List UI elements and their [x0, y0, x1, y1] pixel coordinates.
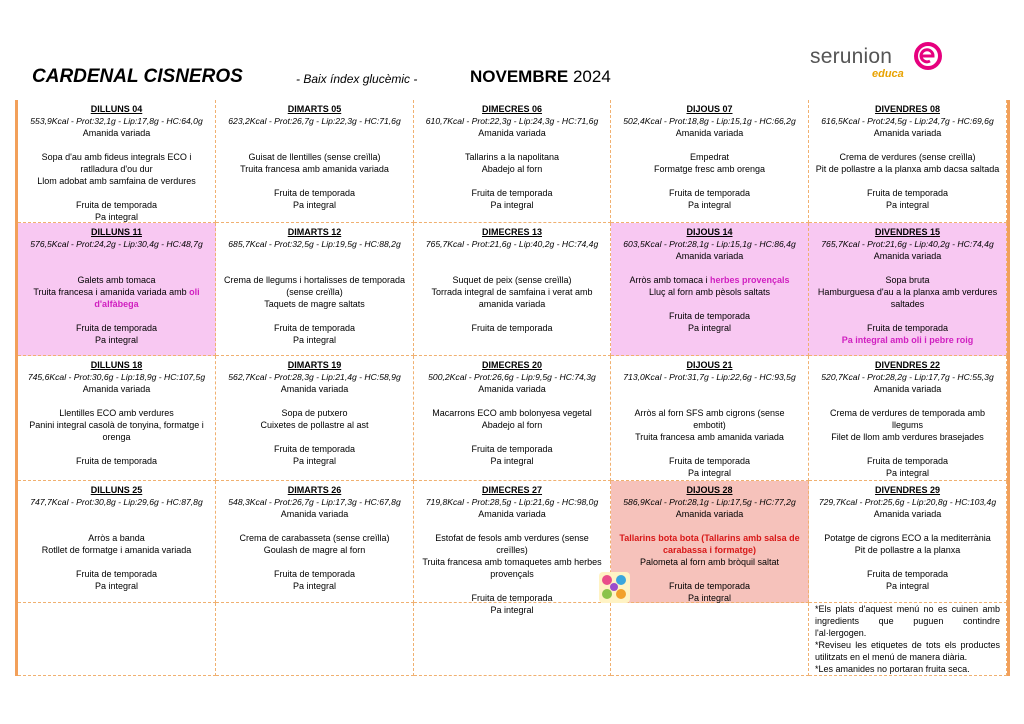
second-course: Truita francesa amb amanida variada — [635, 432, 784, 442]
day-label: DIMARTS 05 — [287, 104, 342, 114]
second-course: Truita francesa amb tomaquetes amb herbes provençals — [422, 557, 602, 579]
nutrition-info: 745,6Kcal - Prot:30,6g - Lip:18,9g - HC:107,5g — [27, 372, 206, 382]
bread-line: Pa integral — [490, 200, 534, 210]
bread-line: Pa integral — [292, 581, 337, 591]
highlighted-ingredient: herbes provençals — [709, 275, 790, 285]
dessert-line: Fruita de temporada — [75, 456, 158, 466]
first-course: Suquet de peix (sense creïlla) — [452, 275, 572, 285]
bread-line: Pa integral — [94, 581, 139, 591]
note-line: *Els plats d'aquest menú no es cuinen amb ingredients que puguen contindre l'al·lergogen. — [815, 604, 1000, 638]
first-course: Crema de verdures (sense creïlla) — [839, 152, 976, 162]
nutrition-info: 623,2Kcal - Prot:26,7g - Lip:22,3g - HC:71,6g — [228, 116, 401, 126]
day-cell — [611, 356, 809, 481]
day-cell — [414, 100, 611, 223]
dessert-line: Fruita de temporada — [668, 188, 751, 198]
first-course: Macarrons ECO amb bolonyesa vegetal — [432, 408, 592, 418]
dessert-line: Fruita de temporada — [471, 323, 553, 333]
first-course: Guisat de llentilles (sense creïlla) — [248, 152, 381, 162]
second-course: Abadejo al forn — [481, 164, 543, 174]
first-course-text: Arròs amb tomaca i — [629, 275, 710, 285]
highlighted-ingredient: oli d'alfàbega — [94, 287, 200, 309]
second-course: Taquets de magre saltats — [264, 299, 365, 309]
first-course: Sopa de putxero — [281, 408, 348, 418]
first-course-highlighted: Tallarins bota bota (Tallarins amb salsa de carabassa i formatge) — [619, 533, 800, 555]
day-label: DIVENDRES 15 — [874, 227, 941, 237]
nutrition-info: 765,7Kcal - Prot:21,6g - Lip:40,2g - HC:74,4g — [821, 239, 994, 249]
day-label: DIVENDRES 29 — [874, 485, 941, 495]
dessert-line: Fruita de temporada — [273, 188, 356, 198]
first-course: Empedrat — [689, 152, 730, 162]
day-label: DIMECRES 13 — [481, 227, 543, 237]
salad-line: Amanida variada — [280, 509, 349, 519]
first-course: Sopa bruta — [885, 275, 930, 285]
bread-line: Pa integral — [687, 323, 732, 333]
day-cell — [216, 356, 414, 481]
dessert-line: Fruita de temporada — [866, 323, 949, 333]
day-label: DIMARTS 26 — [287, 485, 342, 495]
serunion-e-logo-icon — [914, 42, 942, 70]
nutrition-info: 685,7Kcal - Prot:32,5g - Lip:19,5g - HC:88,2g — [228, 239, 401, 249]
second-course-text: Truita francesa i amanida variada amb — [33, 287, 190, 297]
dessert-line: Fruita de temporada — [75, 200, 158, 210]
nutrition-info: 553,9Kcal - Prot:32,1g - Lip:17,8g - HC:64,0g — [30, 116, 203, 126]
second-course: Pit de pollastre a la planxa amb dacsa saltada — [815, 164, 1000, 174]
second-course: Filet de llom amb verdures brasejades — [831, 432, 984, 442]
second-course: Palometa al forn amb bròquil saltat — [639, 557, 780, 567]
dessert-line: Fruita de temporada — [471, 593, 553, 603]
bread-line: Pa integral — [292, 335, 337, 345]
day-cell — [18, 100, 216, 223]
salad-line: Amanida variada — [478, 384, 546, 394]
bread-line-highlighted: Pa integral amb oli i pebre roig — [841, 335, 974, 345]
day-label: DIMARTS 19 — [287, 360, 342, 370]
dessert-line: Fruita de temporada — [75, 323, 158, 333]
month-year — [470, 67, 611, 87]
notes-cell — [809, 603, 1007, 676]
day-cell — [611, 223, 809, 356]
day-cell — [414, 223, 611, 356]
day-cell — [414, 356, 611, 481]
bread-line: Pa integral — [490, 605, 534, 615]
menu-subtitle: - Baix índex glucèmic - — [296, 72, 418, 86]
empty-cell — [414, 603, 611, 676]
day-label: DIMECRES 27 — [481, 485, 543, 495]
nutrition-info: 713,0Kcal - Prot:31,7g - Lip:22,6g - HC:93,5g — [623, 372, 796, 382]
day-label: DIVENDRES 08 — [874, 104, 941, 114]
nutrition-info: 729,7Kcal - Prot:25,6g - Lip:20,8g - HC:103,4g — [818, 497, 997, 507]
salad-line: Amanida variada — [873, 384, 942, 394]
nutrition-info: 520,7Kcal - Prot:28,2g - Lip:17,7g - HC:55,3g — [821, 372, 994, 382]
second-course: Llom adobat amb samfaina de verdures — [37, 176, 196, 186]
bread-line: Pa integral — [687, 468, 732, 478]
empty-cell — [18, 603, 216, 676]
second-course: Formatge fresc amb orenga — [653, 164, 766, 174]
day-cell — [216, 100, 414, 223]
second-course: Panini integral casolà de tonyina, formatge i orenga — [29, 420, 204, 442]
logo-brand: serunion — [810, 45, 893, 68]
month: NOVEMBRE — [470, 67, 569, 86]
salad-line: Amanida variada — [873, 128, 942, 138]
day-label: DIJOUS 07 — [686, 104, 733, 114]
first-course: Potatge de cigrons ECO a la mediterrània — [824, 533, 991, 543]
first-course: Crema de llegums i hortalisses de temporada (sense creïlla) — [223, 275, 406, 297]
first-course: Galets amb tomaca — [77, 275, 156, 285]
dessert-line: Fruita de temporada — [866, 456, 949, 466]
second-course: Lluç al forn amb pèsols saltats — [648, 287, 771, 297]
day-cell — [18, 481, 216, 603]
salad-line: Amanida variada — [82, 384, 151, 394]
first-course: Crema de verdures de temporada amb llegums — [829, 408, 986, 430]
day-label: DIJOUS 28 — [686, 485, 733, 495]
day-cell — [809, 100, 1007, 223]
bread-line: Pa integral — [885, 200, 930, 210]
first-course: Estofat de fesols amb verdures (sense creïlles) — [435, 533, 589, 555]
bread-line: Pa integral — [687, 593, 732, 603]
day-label: DILLUNS 04 — [90, 104, 143, 114]
bread-line: Pa integral — [292, 456, 337, 466]
day-label: DIVENDRES 22 — [874, 360, 941, 370]
bota-bota-sticker-icon — [598, 571, 631, 604]
salad-line: Amanida variada — [873, 509, 942, 519]
dessert-line: Fruita de temporada — [866, 188, 949, 198]
salad-line: Amanida variada — [675, 251, 744, 261]
dessert-line: Fruita de temporada — [668, 311, 751, 321]
first-course: Arròs al forn SFS amb cigrons (sense embotit) — [634, 408, 785, 430]
day-cell — [216, 223, 414, 356]
day-cell — [414, 481, 611, 615]
first-course: Sopa d'au amb fideus integrals ECO i ratlladura d'ou dur — [41, 152, 192, 174]
day-label: DILLUNS 11 — [90, 227, 142, 237]
second-course: Hamburguesa d'au a la planxa amb verdures saltades — [817, 287, 998, 309]
logo-tagline: educa — [872, 68, 904, 80]
dessert-line: Fruita de temporada — [273, 444, 356, 454]
dessert-line: Fruita de temporada — [273, 569, 356, 579]
second-course: Abadejo al forn — [481, 420, 543, 430]
first-course: Tallarins a la napolitana — [464, 152, 560, 162]
day-cell — [216, 481, 414, 603]
nutrition-info: 562,7Kcal - Prot:28,3g - Lip:21,4g - HC:58,9g — [228, 372, 401, 382]
day-cell — [611, 481, 809, 603]
second-course: Truita francesa amb amanida variada — [240, 164, 389, 174]
bread-line: Pa integral — [490, 456, 534, 466]
second-course: Goulash de magre al forn — [263, 545, 366, 555]
second-course: Torrada integral de samfaina i verat amb amanida variada — [431, 287, 593, 309]
day-cell — [809, 481, 1007, 603]
first-course: Crema de carabasseta (sense creïlla) — [239, 533, 390, 543]
salad-line: Amanida variada — [675, 128, 744, 138]
second-course: Rotllet de formatge i amanida variada — [41, 545, 192, 555]
day-label: DIMECRES 06 — [481, 104, 543, 114]
day-cell — [611, 100, 809, 223]
day-label: DILLUNS 25 — [90, 485, 143, 495]
year: 2024 — [572, 67, 611, 86]
dessert-line: Fruita de temporada — [668, 456, 751, 466]
bread-line: Pa integral — [687, 200, 732, 210]
bread-line: Pa integral — [885, 468, 930, 478]
nutrition-info: 765,7Kcal - Prot:21,6g - Lip:40,2g - HC:74,4g — [425, 239, 599, 249]
school-name: CARDENAL CISNEROS — [32, 66, 243, 87]
salad-line: Amanida variada — [478, 128, 546, 138]
dessert-line: Fruita de temporada — [866, 569, 949, 579]
salad-line: Amanida variada — [82, 128, 151, 138]
dessert-line: Fruita de temporada — [75, 569, 158, 579]
day-cell — [18, 223, 216, 356]
day-label: DILLUNS 18 — [90, 360, 143, 370]
day-cell — [18, 356, 216, 481]
first-course: Llentilles ECO amb verdures — [59, 408, 174, 418]
nutrition-info: 603,5Kcal - Prot:28,1g - Lip:15,1g - HC:86,4g — [623, 239, 796, 249]
empty-cell — [611, 603, 809, 676]
nutrition-info: 502,4Kcal - Prot:18,8g - Lip:15,1g - HC:66,2g — [623, 116, 796, 126]
second-course — [18, 286, 215, 310]
bread-line: Pa integral — [885, 581, 930, 591]
first-course — [611, 274, 808, 286]
day-cell — [809, 356, 1007, 481]
second-course: Pit de pollastre a la planxa — [854, 545, 961, 555]
nutrition-info: 616,5Kcal - Prot:24,5g - Lip:24,7g - HC:69,6g — [821, 116, 994, 126]
bread-line: Pa integral — [292, 200, 337, 210]
note-line: *Les amanides no portaran fruita seca. — [815, 664, 970, 674]
nutrition-info: 548,3Kcal - Prot:26,7g - Lip:17,3g - HC:67,8g — [228, 497, 401, 507]
nutrition-info: 747,7Kcal - Prot:30,8g - Lip:29,6g - HC:87,8g — [30, 497, 203, 507]
salad-line: Amanida variada — [478, 509, 546, 519]
salad-line: Amanida variada — [675, 509, 744, 519]
salad-line: Amanida variada — [280, 384, 349, 394]
nutrition-info: 586,9Kcal - Prot:28,1g - Lip:17,5g - HC:77,2g — [623, 497, 796, 507]
day-label: DIMECRES 20 — [481, 360, 543, 370]
serunion-logo — [810, 42, 950, 78]
day-cell — [809, 223, 1007, 356]
nutrition-info: 500,2Kcal - Prot:26,6g - Lip:9,5g - HC:74,3g — [428, 372, 596, 382]
note-line: *Reviseu les etiquetes de tots els productes utilitzats en el menú de manera diària. — [815, 640, 1000, 662]
salad-line: Amanida variada — [873, 251, 942, 261]
dessert-line: Fruita de temporada — [273, 323, 356, 333]
nutrition-info: 576,5Kcal - Prot:24,2g - Lip:30,4g - HC:48,7g — [30, 239, 203, 249]
first-course: Arròs a banda — [88, 533, 145, 543]
second-course: Cuixetes de pollastre al ast — [260, 420, 369, 430]
dessert-line: Fruita de temporada — [471, 444, 553, 454]
day-label: DIJOUS 14 — [686, 227, 733, 237]
bread-line: Pa integral — [94, 212, 139, 222]
nutrition-info: 719,8Kcal - Prot:28,5g - Lip:21,6g - HC:98,0g — [425, 497, 599, 507]
dessert-line: Fruita de temporada — [668, 581, 751, 591]
empty-cell — [216, 603, 414, 676]
bread-line: Pa integral — [94, 335, 139, 345]
day-label: DIJOUS 21 — [686, 360, 733, 370]
menu-calendar — [18, 100, 1007, 676]
day-label: DIMARTS 12 — [287, 227, 342, 237]
nutrition-info: 610,7Kcal - Prot:22,3g - Lip:24,3g - HC:71,6g — [425, 116, 599, 126]
dessert-line: Fruita de temporada — [471, 188, 553, 198]
